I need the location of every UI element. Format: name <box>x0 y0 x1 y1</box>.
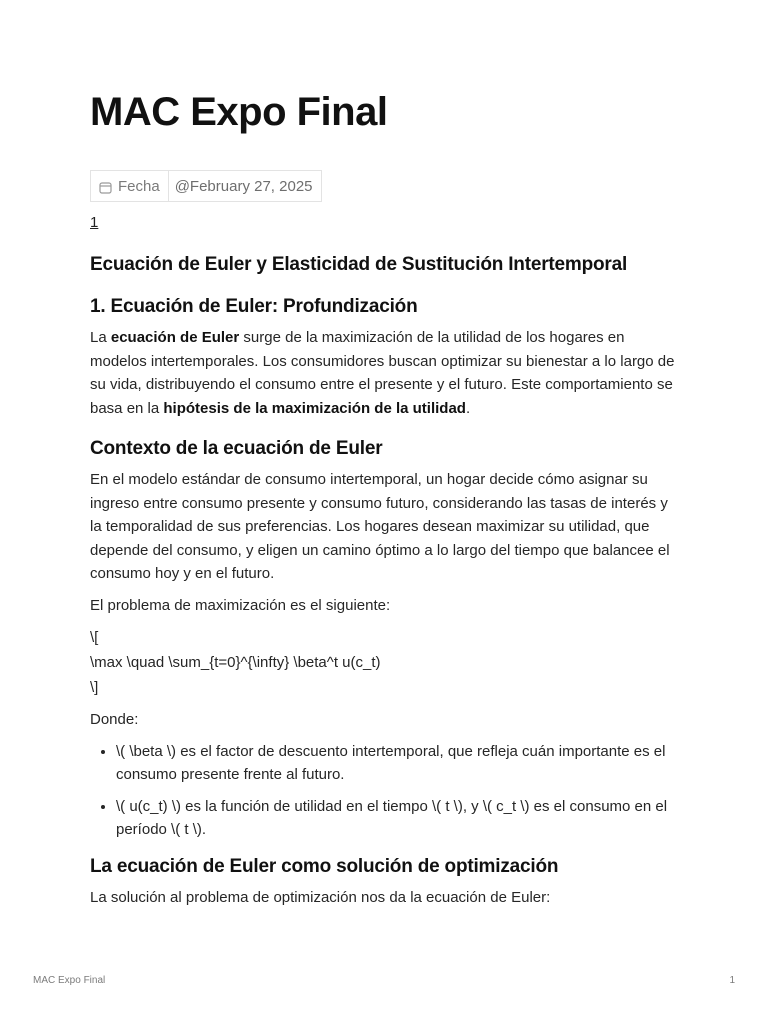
text-run: surge de la maximización de la utilidad de los hogares en modelos intertemporales. Los consumidores buscan optimizar su bienestar a lo largo de su vida, distribuyendo el consumo entre el presente y el futuro. Este comportamiento se basa en la <box>90 329 675 417</box>
property-row <box>90 170 322 202</box>
footer-page-number: 1 <box>729 975 735 986</box>
page-title: MAC Expo Final <box>90 90 388 134</box>
bold-text: hipótesis de la maximización de la utilidad <box>163 399 466 417</box>
document-body <box>90 254 680 909</box>
main-heading: Ecuación de Euler y Elasticidad de Sustitución Intertemporal <box>90 254 628 275</box>
paragraph-intro <box>90 326 680 420</box>
paragraph-donde: Donde: <box>90 711 139 728</box>
calendar-icon <box>99 181 112 194</box>
math-close: \] <box>90 679 99 696</box>
property-name-label: Fecha <box>118 177 160 195</box>
paragraph-solution: La solución al problema de optimización nos da la ecuación de Euler: <box>90 888 551 906</box>
list-item: • \( u(c_t) \) es la función de utilidad en el tiempo \( t \), y \( c_t \) es el consumo en el período \( t \). <box>116 795 680 842</box>
property-name[interactable] <box>91 171 169 201</box>
bullet-list <box>90 740 680 842</box>
section-heading-solution: La ecuación de Euler como solución de optimización <box>90 855 559 877</box>
paragraph-context: En el modelo estándar de consumo intertemporal, un hogar decide cómo asignar su ingreso entre consumo presente y consumo futuro, considerando las tasas de interés y la temporalidad de sus preferencias. Los hogares desean maximizar su utilidad, que depende del consumo, y eligen un camino óptimo a lo largo del tiempo que balancee el consumo hoy y en el futuro. <box>90 471 670 582</box>
math-open: \[ <box>90 629 99 646</box>
property-date-value[interactable]: @February 27, 2025 <box>174 177 313 195</box>
section-heading-euler: 1. Ecuación de Euler: Profundización <box>90 296 418 317</box>
footer-title: MAC Expo Final <box>33 975 106 986</box>
math-body: \max \quad \sum_{t=0}^{\infty} \beta^t u(c_t) <box>90 654 381 671</box>
list-item: • \( \beta \) es el factor de descuento intertemporal, que refleja cuán importante es el consumo presente frente al futuro. <box>116 740 680 787</box>
text-run: . <box>465 399 471 417</box>
section-heading-context: Contexto de la ecuación de Euler <box>90 438 383 459</box>
paragraph-problem: El problema de maximización es el siguiente: <box>90 596 391 614</box>
page-link[interactable]: 1 <box>90 214 99 231</box>
text-run: La <box>90 329 111 346</box>
math-block <box>90 625 680 700</box>
bold-text: ecuación de Euler <box>110 329 240 346</box>
